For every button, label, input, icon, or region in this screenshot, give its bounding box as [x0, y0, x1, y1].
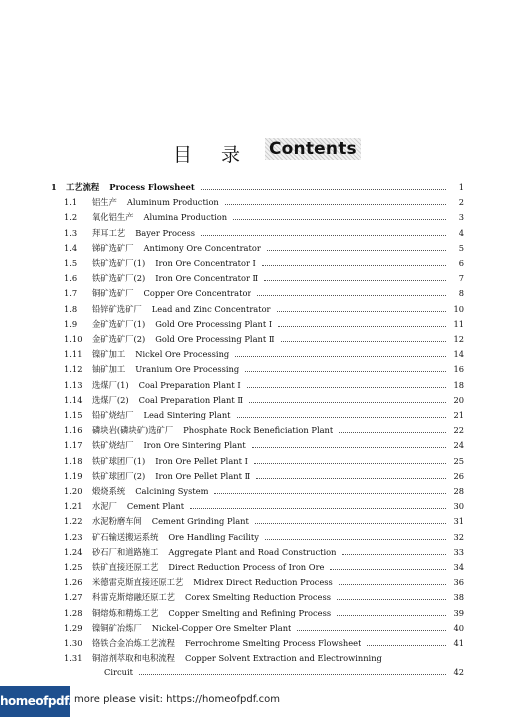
- toc-number: 1.30: [64, 638, 83, 648]
- toc-leader-dots: [264, 279, 446, 281]
- toc-title: [92, 378, 241, 393]
- toc-number: 1.12: [64, 364, 83, 375]
- contents-heading: [0, 138, 509, 168]
- toc-number: 1.31: [64, 653, 83, 664]
- toc-number: 1.1: [64, 197, 78, 208]
- heading-en: Contents: [265, 138, 361, 160]
- toc-entry[interactable]: [0, 560, 509, 575]
- toc-title-en: Lead and Zinc Concentrator: [151, 303, 271, 314]
- toc-number: 1.2: [64, 212, 78, 223]
- toc-page-number: 6: [458, 258, 464, 268]
- toc-number: 1.26: [64, 577, 83, 588]
- toc-title-en: Copper Ore Concentrator: [143, 288, 252, 299]
- toc-title-en: Copper Smelting and Refining Process: [168, 607, 332, 618]
- toc-page-number: 42: [453, 667, 464, 678]
- toc-page-number: 10: [453, 303, 464, 314]
- toc-title: [92, 560, 324, 575]
- toc-title-en: Calcining System: [135, 486, 209, 496]
- toc-number: 1.14: [64, 394, 83, 405]
- toc-leader-dots: [255, 522, 446, 524]
- toc-title-en: Phosphate Rock Beneficiation Plant: [183, 425, 334, 436]
- toc-page-number: 18: [453, 379, 464, 390]
- toc-leader-dots: [249, 401, 446, 403]
- toc-title: [92, 241, 261, 256]
- toc-entry[interactable]: [0, 530, 509, 545]
- toc-title: [92, 332, 275, 347]
- toc-title-cn: 铁矿选矿厂(2): [92, 273, 146, 284]
- toc-page-number: 20: [453, 394, 464, 405]
- toc-title-cn: 铀矿加工: [92, 364, 126, 375]
- toc-entry[interactable]: [0, 621, 509, 636]
- watermark-link[interactable]: more please visit: https://homeofpdf.com: [74, 694, 281, 705]
- toc-entry[interactable]: [0, 454, 509, 469]
- toc-leader-dots: [233, 218, 446, 220]
- toc-leader-dots: [339, 583, 446, 585]
- toc-number: 1.17: [64, 440, 83, 451]
- toc-page-number: 30: [453, 501, 464, 512]
- toc-number: 1.18: [64, 455, 83, 466]
- toc-title-cn: 铁矿烧结厂: [92, 440, 134, 451]
- toc-title-en: Bayer Process: [135, 227, 196, 238]
- toc-page-number: 33: [453, 546, 464, 557]
- toc-title-en: Antimony Ore Concentrator: [143, 242, 261, 253]
- toc-entry[interactable]: [0, 180, 509, 195]
- toc-title-cn: 煅烧系统: [92, 486, 126, 496]
- toc-title-cn: 铬铁合金冶炼工艺流程: [92, 638, 175, 648]
- toc-title-en: Aggregate Plant and Road Construction: [168, 546, 337, 557]
- heading-cn-part1: 目: [173, 144, 194, 166]
- toc-leader-dots: [245, 370, 446, 372]
- toc-number: 1.11: [64, 349, 83, 360]
- toc-title-en: Iron Ore Sintering Plant: [143, 440, 246, 451]
- toc-title: [92, 195, 219, 210]
- toc-leader-dots: [247, 386, 446, 388]
- toc-title-cn: 科雷克斯熔融还原工艺: [92, 592, 175, 603]
- toc-page-number: 38: [453, 592, 464, 603]
- toc-entry[interactable]: [0, 590, 509, 605]
- toc-title: [92, 408, 231, 423]
- toc-leader-dots: [367, 644, 446, 646]
- toc-entry[interactable]: [0, 423, 509, 438]
- toc-title-en: Cement Plant: [126, 501, 185, 512]
- toc-title-en-continued: Circuit: [104, 667, 133, 678]
- toc-title-cn: 金矿选矿厂(1): [92, 318, 146, 329]
- toc-title: [92, 545, 336, 560]
- toc-title-en: Copper Solvent Extraction and Electrowinning: [184, 653, 382, 664]
- toc-title-cn: 铁矿球团厂(2): [92, 470, 146, 481]
- toc-leader-dots: [297, 629, 446, 631]
- toc-number: 1.23: [64, 531, 83, 542]
- toc-leader-dots: [252, 446, 446, 448]
- toc-title: [92, 454, 248, 469]
- toc-title: [92, 393, 243, 408]
- toc-title-cn: 拜耳工艺: [92, 227, 126, 238]
- toc-leader-dots: [257, 294, 446, 296]
- toc-title-en: Midrex Direct Reduction Process: [193, 577, 333, 588]
- toc-page-number: 14: [453, 349, 464, 360]
- toc-leader-dots: [214, 492, 446, 494]
- toc-number: 1.7: [64, 288, 78, 299]
- toc-title: [92, 651, 382, 666]
- toc-title: [92, 530, 259, 545]
- toc-page-number: 24: [453, 440, 464, 451]
- toc-page-number: 16: [453, 364, 464, 375]
- toc-title-cn: 镍矿加工: [92, 349, 126, 360]
- toc-leader-dots: [237, 416, 446, 418]
- toc-page-number: 12: [453, 334, 464, 344]
- toc-title: [92, 575, 333, 590]
- toc-title-en: Gold Ore Processing Plant Ⅱ: [155, 334, 275, 344]
- toc-title-en: Iron Ore Pellet Plant Ⅱ: [155, 470, 251, 481]
- toc-leader-dots: [337, 598, 446, 600]
- toc-page-number: 8: [458, 288, 464, 299]
- toc-entry[interactable]: [0, 484, 509, 499]
- toc-title-en: Ferrochrome Smelting Process Flowsheet: [184, 638, 362, 648]
- toc-title-cn: 铁矿球团厂(1): [92, 455, 146, 466]
- toc-title-cn: 砂石厂和道路施工: [92, 546, 159, 557]
- watermark-logo[interactable]: homeofpdf.com: [0, 686, 70, 717]
- toc-title-en: Alumina Production: [143, 212, 228, 223]
- toc-title: [92, 636, 361, 651]
- toc-title-en: Corex Smelting Reduction Process: [184, 592, 331, 603]
- toc-title-en: Nickel Ore Processing: [135, 349, 230, 360]
- toc-entry[interactable]: [0, 514, 509, 529]
- toc-title: [92, 347, 229, 362]
- toc-title: [92, 271, 258, 286]
- toc-entry[interactable]: [0, 195, 509, 210]
- toc-entry[interactable]: [0, 469, 509, 484]
- toc-title: [92, 286, 251, 301]
- toc-title-cn: 铁矿选矿厂(1): [92, 258, 146, 268]
- toc-page-number: 40: [453, 622, 464, 633]
- toc-page-number: 32: [453, 531, 464, 542]
- toc-title-en: Uranium Ore Processing: [135, 364, 240, 375]
- toc-leader-dots: [256, 477, 446, 479]
- toc-title: [92, 621, 291, 636]
- toc-title-cn: 选煤厂(1): [92, 379, 129, 390]
- toc-leader-dots: [262, 264, 446, 266]
- toc-leader-dots: [201, 234, 446, 236]
- toc-title-cn: 铜熔炼和精炼工艺: [92, 607, 159, 618]
- toc-page-number: 31: [453, 516, 464, 527]
- toc-number: 1.16: [64, 425, 83, 436]
- toc-page-number: 41: [453, 638, 464, 648]
- toc-number: 1.4: [64, 242, 78, 253]
- toc-number: 1.28: [64, 607, 83, 618]
- toc-entry[interactable]: [0, 362, 509, 377]
- toc-page-number: 26: [453, 470, 464, 481]
- toc-number: 1.25: [64, 562, 83, 572]
- toc-title: [92, 210, 227, 225]
- toc-leader-dots: [265, 538, 446, 540]
- toc-title: [92, 484, 208, 499]
- toc-number: 1.15: [64, 410, 83, 420]
- toc-title-cn: 铜溶剂萃取和电积流程: [92, 653, 175, 664]
- toc-title-en: Cement Grinding Plant: [151, 516, 249, 527]
- toc-title: [92, 256, 256, 271]
- toc-title-cn: 镍铜矿冶炼厂: [92, 622, 142, 633]
- toc-entry[interactable]: [0, 210, 509, 225]
- toc-title: [92, 317, 272, 332]
- toc-title-cn: 水泥厂: [92, 501, 117, 512]
- toc-number: 1.6: [64, 273, 78, 284]
- toc-entry[interactable]: [0, 317, 509, 332]
- toc-number: 1: [51, 182, 57, 192]
- toc-number: 1.24: [64, 546, 83, 557]
- toc-leader-dots: [201, 188, 446, 190]
- toc-title-en: Gold Ore Processing Plant Ⅰ: [155, 318, 273, 329]
- toc-entry[interactable]: [0, 226, 509, 241]
- toc-title: [92, 302, 271, 317]
- heading-cn-part2: 录: [221, 144, 241, 166]
- toc-entry[interactable]: [0, 545, 509, 560]
- toc-title-en: Iron Ore Concentrator Ⅱ: [155, 273, 259, 284]
- toc-title-cn: 铅矿烧结厂: [92, 410, 134, 420]
- toc-title-cn: 锑矿选矿厂: [92, 242, 134, 253]
- toc-leader-dots: [281, 340, 446, 342]
- toc-number: 1.8: [64, 303, 78, 314]
- toc-title-cn: 米德雷克斯直接还原工艺: [92, 577, 184, 588]
- toc-page-number: 22: [453, 425, 464, 436]
- toc-page-number: 28: [453, 486, 464, 496]
- toc-title-en: Direct Reduction Process of Iron Ore: [168, 562, 325, 572]
- toc-title-en: Nickel-Copper Ore Smelter Plant: [151, 622, 292, 633]
- toc-page-number: 36: [453, 577, 464, 588]
- toc-leader-dots: [254, 462, 446, 464]
- toc-title-cn: 铁矿直接还原工艺: [92, 562, 159, 572]
- watermark-banner[interactable]: [0, 686, 509, 717]
- toc-leader-dots: [339, 431, 446, 433]
- toc-title-en: Process Flowsheet: [109, 182, 195, 192]
- toc-title-cn: 水泥粉磨车间: [92, 516, 142, 527]
- toc-page-number: 25: [453, 455, 464, 466]
- toc-title-cn: 工艺流程: [66, 182, 100, 192]
- toc-number: 1.9: [64, 318, 78, 329]
- toc-title: [92, 499, 184, 514]
- toc-entry[interactable]: [0, 256, 509, 271]
- toc-title: [66, 180, 195, 195]
- toc-title-cn: 铜矿选矿厂: [92, 288, 134, 299]
- toc-title-en: Ore Handling Facility: [168, 531, 259, 542]
- toc-number: 1.20: [64, 486, 83, 496]
- toc-number: 1.29: [64, 622, 83, 633]
- toc-leader-dots: [330, 568, 446, 570]
- toc-leader-dots: [225, 203, 446, 205]
- toc-number: 1.21: [64, 501, 83, 512]
- toc-title-cn: 选煤厂(2): [92, 394, 129, 405]
- toc-number: 1.13: [64, 379, 83, 390]
- toc-title-cn: 铅锌矿选矿厂: [92, 303, 142, 314]
- toc-leader-dots: [267, 249, 446, 251]
- toc-entry[interactable]: [0, 606, 509, 621]
- toc-number: 1.27: [64, 592, 83, 603]
- toc-title-cn: 氧化铝生产: [92, 212, 134, 223]
- toc-page-number: 34: [453, 562, 464, 572]
- toc-page-number: 3: [458, 212, 464, 223]
- toc-entry[interactable]: [0, 378, 509, 393]
- toc-title: [92, 423, 333, 438]
- toc-title-cn: 磷块岩(磷块矿)选矿厂: [92, 425, 174, 436]
- toc-number: 1.10: [64, 334, 83, 344]
- toc-leader-dots: [342, 553, 446, 555]
- toc-page-number: 39: [453, 607, 464, 618]
- toc-title: [92, 469, 250, 484]
- toc-leader-dots: [235, 355, 446, 357]
- toc-page-number: 21: [453, 410, 464, 420]
- toc-leader-dots: [190, 507, 446, 509]
- toc-entry[interactable]: [0, 636, 509, 651]
- toc-leader-dots: [278, 325, 446, 327]
- toc-page-number: 11: [453, 318, 464, 329]
- toc-entry[interactable]: [0, 286, 509, 301]
- toc-entry[interactable]: [0, 241, 509, 256]
- toc-entry[interactable]: [0, 575, 509, 590]
- toc-entry[interactable]: [0, 438, 509, 453]
- toc-entry[interactable]: [0, 393, 509, 408]
- toc-entry[interactable]: [0, 408, 509, 423]
- toc-leader-dots: [337, 614, 446, 616]
- toc-leader-dots: [139, 673, 446, 675]
- toc-title: [92, 590, 331, 605]
- toc-title-en: Coal Preparation Plant Ⅱ: [138, 394, 243, 405]
- toc-title: [92, 606, 331, 621]
- toc-page-number: 5: [458, 242, 464, 253]
- toc-title-en: Lead Sintering Plant: [143, 410, 231, 420]
- toc-title: [92, 514, 249, 529]
- toc-page-number: 7: [458, 273, 464, 284]
- toc-title-en: Coal Preparation Plant Ⅰ: [138, 379, 241, 390]
- toc-title-en: Aluminum Production: [126, 197, 219, 208]
- toc-title-cn: 矿石输送搬运系统: [92, 531, 159, 542]
- toc-leader-dots: [277, 310, 446, 312]
- toc-number: 1.3: [64, 227, 78, 238]
- toc-entry[interactable]: [0, 332, 509, 347]
- toc-title-en: Iron Ore Concentrator Ⅰ: [155, 258, 256, 268]
- toc-entry[interactable]: [0, 651, 509, 679]
- toc-number: 1.19: [64, 470, 83, 481]
- toc-title: [92, 438, 246, 453]
- toc-number: 1.22: [64, 516, 83, 527]
- toc-page-number: 2: [458, 197, 464, 208]
- toc-title-cn: 铝生产: [92, 197, 117, 208]
- toc-entry[interactable]: [0, 347, 509, 362]
- toc-entry[interactable]: [0, 271, 509, 286]
- toc-entry[interactable]: [0, 499, 509, 514]
- toc-page-number: 1: [458, 182, 464, 192]
- toc-title: [92, 362, 239, 377]
- toc-page-number: 4: [458, 227, 464, 238]
- toc-number: 1.5: [64, 258, 78, 268]
- toc-title-en: Iron Ore Pellet Plant Ⅰ: [155, 455, 248, 466]
- toc-title-cn: 金矿选矿厂(2): [92, 334, 146, 344]
- toc-title: [92, 226, 195, 241]
- toc-entry[interactable]: [0, 302, 509, 317]
